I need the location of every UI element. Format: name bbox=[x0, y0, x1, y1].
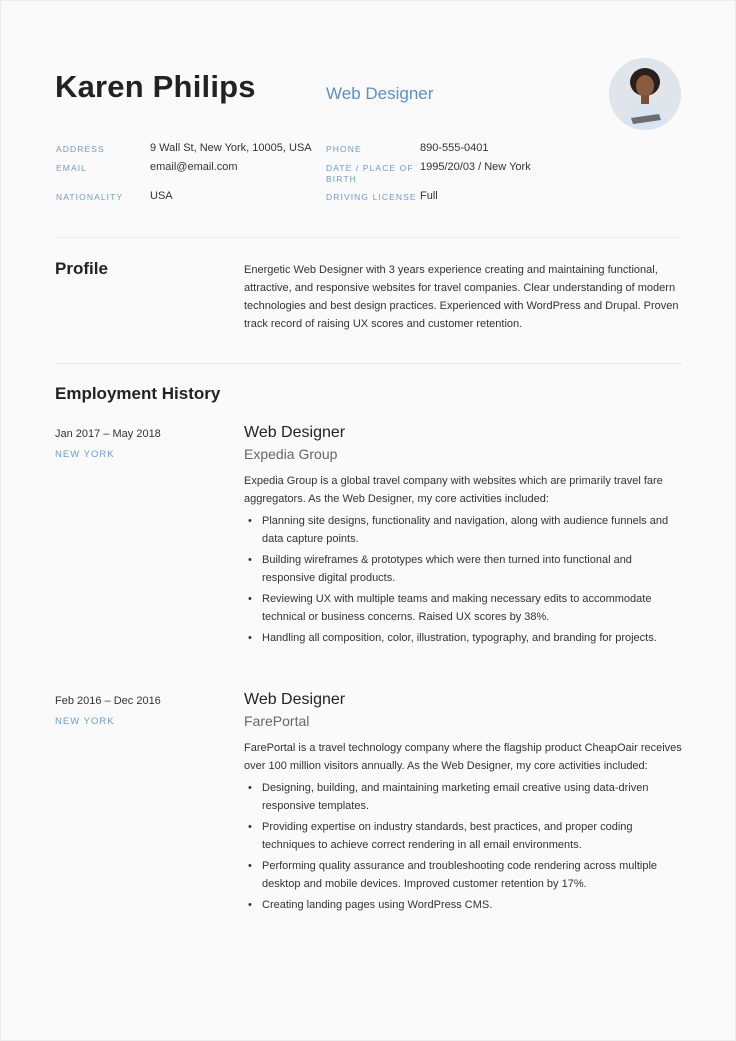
bullet-icon: • bbox=[248, 554, 252, 566]
job-location: NEW YORK bbox=[55, 449, 115, 460]
job-description: FarePortal is a travel technology company where the flagship product CheapOair receives over 100 million visitors annually. As the Web Designer, my core activities included: bbox=[244, 742, 682, 772]
email-label: EMAIL bbox=[56, 163, 88, 173]
duty-text: Creating landing pages using WordPress CMS. bbox=[262, 899, 493, 911]
job-dates: Feb 2016 – Dec 2016 bbox=[55, 695, 161, 707]
job-company: FarePortal bbox=[244, 713, 310, 729]
job-description: Expedia Group is a global travel company with websites which are primarily travel fare aggregators. As the Web Designer, my core activities included: bbox=[244, 475, 663, 505]
divider bbox=[55, 363, 683, 364]
list-item bbox=[244, 629, 684, 647]
duty-text: Building wireframes & prototypes which were then turned into functional and responsive digital products. bbox=[262, 554, 632, 584]
list-item bbox=[244, 590, 684, 626]
job-duties-list bbox=[244, 512, 684, 650]
bullet-icon: • bbox=[248, 632, 252, 644]
address-label: ADDRESS bbox=[56, 144, 105, 154]
job-location: NEW YORK bbox=[55, 716, 115, 727]
duty-text: Reviewing UX with multiple teams and making necessary edits to accommodate technical or business concerns. Raised UX scores by 38%. bbox=[262, 593, 652, 623]
address-value: 9 Wall St, New York, 10005, USA bbox=[150, 142, 312, 154]
email-value: email@email.com bbox=[150, 161, 238, 173]
divider bbox=[55, 237, 683, 238]
avatar bbox=[609, 58, 681, 130]
job-duties-list bbox=[244, 779, 684, 917]
nationality-label: NATIONALITY bbox=[56, 192, 124, 202]
license-label: DRIVING LICENSE bbox=[326, 192, 417, 202]
job-company: Expedia Group bbox=[244, 446, 338, 462]
list-item bbox=[244, 779, 684, 815]
phone-value: 890-555-0401 bbox=[420, 142, 489, 154]
duty-text: Handling all composition, color, illustration, typography, and branding for projects. bbox=[262, 632, 657, 644]
dob-label-line2: BIRTH bbox=[326, 174, 357, 184]
list-item bbox=[244, 857, 684, 893]
dob-label-line1: DATE / PLACE OF bbox=[326, 163, 414, 173]
list-item bbox=[244, 896, 684, 914]
bullet-icon: • bbox=[248, 821, 252, 833]
bullet-icon: • bbox=[248, 899, 252, 911]
profile-photo-icon bbox=[609, 58, 681, 130]
duty-text: Performing quality assurance and troubleshooting code rendering across multiple desktop and mobile devices. Improved customer retention by 17%. bbox=[262, 860, 658, 890]
job-title: Web Designer bbox=[326, 84, 434, 103]
profile-heading: Profile bbox=[55, 259, 108, 278]
duty-text: Planning site designs, functionality and navigation, along with audience funnels and data capture points. bbox=[262, 515, 669, 545]
job-role: Web Designer bbox=[244, 424, 346, 441]
job-role: Web Designer bbox=[244, 691, 346, 708]
list-item bbox=[244, 512, 684, 548]
license-value: Full bbox=[420, 190, 438, 202]
employment-heading: Employment History bbox=[55, 384, 221, 403]
candidate-name: Karen Philips bbox=[55, 69, 256, 104]
bullet-icon: • bbox=[248, 860, 252, 872]
bullet-icon: • bbox=[248, 593, 252, 605]
phone-label: PHONE bbox=[326, 144, 362, 154]
job-dates: Jan 2017 – May 2018 bbox=[55, 428, 161, 440]
duty-text: Designing, building, and maintaining marketing email creative using data-driven responsive templates. bbox=[262, 782, 649, 812]
list-item bbox=[244, 551, 684, 587]
dob-value: 1995/20/03 / New York bbox=[420, 161, 531, 173]
bullet-icon: • bbox=[248, 782, 252, 794]
profile-summary: Energetic Web Designer with 3 years experience creating and maintaining functional, attractive, and responsive websites for travel companies. Clear understanding of modern technologies and best design practices. Experienced with WordPress and Drupal. Proven track record of raising UX scores and customer retention. bbox=[244, 264, 679, 330]
duty-text: Providing expertise on industry standards, best practices, and proper coding techniques to achieve correct rendering in all email environments. bbox=[262, 821, 633, 851]
bullet-icon: • bbox=[248, 515, 252, 527]
list-item bbox=[244, 818, 684, 854]
nationality-value: USA bbox=[150, 190, 173, 202]
